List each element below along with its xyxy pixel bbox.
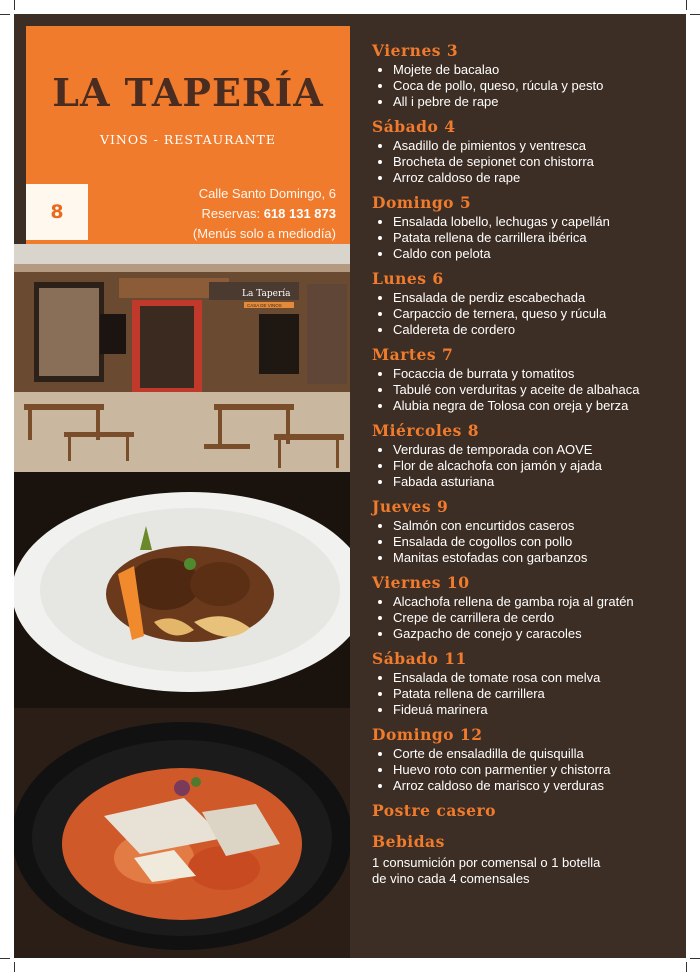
drinks-text <box>372 855 672 887</box>
day-title: Viernes 10 <box>372 573 470 592</box>
dish-item: Fabada asturiana <box>372 474 672 490</box>
phone-number: 618 131 873 <box>263 206 336 221</box>
dish-item: Patata rellena de carrillera ibérica <box>372 230 672 246</box>
dish-photo-cod <box>14 708 350 958</box>
day-title: Martes 7 <box>372 345 454 364</box>
day-title: Viernes 3 <box>372 41 459 60</box>
dish-list <box>372 518 672 566</box>
day-title: Miércoles 8 <box>372 421 480 440</box>
dish-item: Asadillo de pimientos y ventresca <box>372 138 672 154</box>
dish-list <box>372 62 672 110</box>
dish-item: Crepe de carrillera de cerdo <box>372 610 672 626</box>
crop-mark <box>14 962 15 972</box>
stew-dish-image <box>14 472 350 708</box>
address: Calle Santo Domingo, 6 <box>198 186 336 201</box>
storefront-photo <box>14 244 350 472</box>
drinks-line: 1 consumición por comensal o 1 botella <box>372 855 601 870</box>
dish-item: Arroz caldoso de rape <box>372 170 672 186</box>
sign-subtext: CASA DE VINOS <box>247 303 282 308</box>
menu-day <box>372 648 672 718</box>
dish-item: Tabulé con verduritas y aceite de albahaca <box>372 382 672 398</box>
dish-item: Carpaccio de ternera, queso y rúcula <box>372 306 672 322</box>
dish-list <box>372 214 672 262</box>
dish-item: Ensalada de perdiz escabechada <box>372 290 672 306</box>
dish-item: Caldereta de cordero <box>372 322 672 338</box>
dish-list <box>372 138 672 186</box>
dish-item: Corte de ensaladilla de quisquilla <box>372 746 672 762</box>
dish-item: Gazpacho de conejo y caracoles <box>372 626 672 642</box>
reservations-label: Reservas: <box>201 206 261 221</box>
contact-block <box>193 184 336 244</box>
left-column <box>14 14 350 958</box>
menu-day <box>372 496 672 566</box>
dish-list <box>372 366 672 414</box>
dish-photo-stew <box>14 472 350 708</box>
menu-day <box>372 344 672 414</box>
dish-list <box>372 746 672 794</box>
dish-item: Caldo con pelota <box>372 246 672 262</box>
crop-mark <box>14 0 15 10</box>
dish-item: Ensalada de tomate rosa con melva <box>372 670 672 686</box>
dish-item: Alcachofa rellena de gamba roja al gratén <box>372 594 672 610</box>
dish-item: Mojete de bacalao <box>372 62 672 78</box>
dish-item: Manitas estofadas con garbanzos <box>372 550 672 566</box>
dish-item: Huevo roto con parmentier y chistorra <box>372 762 672 778</box>
brand-box <box>26 26 350 244</box>
weekly-menu <box>372 40 672 887</box>
dish-item: Coca de pollo, queso, rúcula y pesto <box>372 78 672 94</box>
day-title: Sábado 4 <box>372 117 456 136</box>
day-title: Lunes 6 <box>372 269 444 288</box>
crop-mark <box>690 14 700 15</box>
dish-item: Salmón con encurtidos caseros <box>372 518 672 534</box>
menu-day <box>372 724 672 794</box>
drinks-section <box>372 831 672 887</box>
dish-item: Brocheta de sepionet con chistorra <box>372 154 672 170</box>
dish-list <box>372 594 672 642</box>
dish-list <box>372 670 672 718</box>
dish-item: Arroz caldoso de marisco y verduras <box>372 778 672 794</box>
menu-day <box>372 116 672 186</box>
cod-dish-image <box>14 708 350 958</box>
drinks-title: Bebidas <box>372 832 445 851</box>
day-title: Domingo 12 <box>372 725 483 744</box>
dish-item: All i pebre de rape <box>372 94 672 110</box>
dish-item: Ensalada lobello, lechugas y capellán <box>372 214 672 230</box>
day-title: Domingo 5 <box>372 193 472 212</box>
menu-day <box>372 268 672 338</box>
menu-day <box>372 40 672 110</box>
menu-note: (Menús solo a mediodía) <box>192 226 336 241</box>
restaurant-name: LA TAPERÍA <box>52 70 324 115</box>
menu-day <box>372 420 672 490</box>
crop-mark <box>690 958 700 959</box>
crop-mark <box>686 0 687 10</box>
dish-item: Ensalada de cogollos con pollo <box>372 534 672 550</box>
dish-item: Focaccia de burrata y tomatitos <box>372 366 672 382</box>
restaurant-tagline: VINOS - RESTAURANTE <box>99 132 277 147</box>
dish-list <box>372 442 672 490</box>
menu-day <box>372 192 672 262</box>
dish-item: Patata rellena de carrillera <box>372 686 672 702</box>
dish-item: Verduras de temporada con AOVE <box>372 442 672 458</box>
day-title: Jueves 9 <box>372 497 449 516</box>
dish-item: Fideuá marinera <box>372 702 672 718</box>
dish-list <box>372 290 672 338</box>
storefront-image <box>14 244 350 472</box>
crop-mark <box>0 958 10 959</box>
page-number-badge: 8 <box>26 184 88 240</box>
dessert-section <box>372 800 672 822</box>
menu-day <box>372 572 672 642</box>
crop-mark <box>686 962 687 972</box>
menu-page <box>14 14 686 958</box>
dish-item: Alubia negra de Tolosa con oreja y berza <box>372 398 672 414</box>
sign-text: La Tapería <box>242 289 291 299</box>
dessert-title: Postre casero <box>372 801 496 820</box>
dish-item: Flor de alcachofa con jamón y ajada <box>372 458 672 474</box>
reservations-line <box>193 204 336 224</box>
drinks-line: de vino cada 4 comensales <box>372 871 530 886</box>
crop-mark <box>0 14 10 15</box>
day-title: Sábado 11 <box>372 649 467 668</box>
